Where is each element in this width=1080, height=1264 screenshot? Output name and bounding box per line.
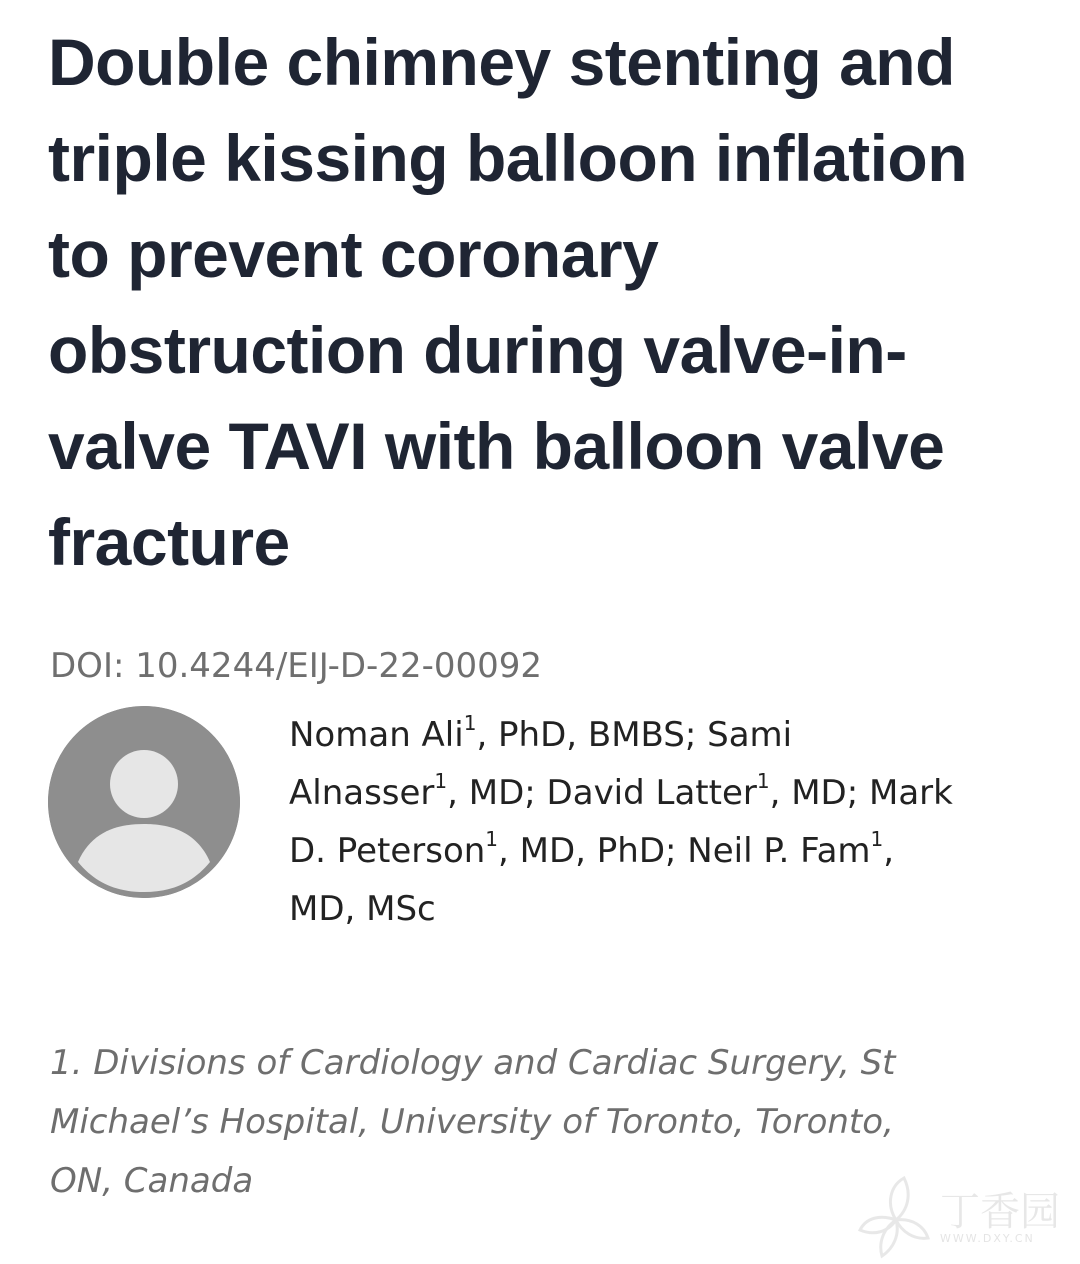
author-text: , PhD, BMBS; Sami xyxy=(476,715,793,755)
title-line: Double chimney stenting and xyxy=(48,25,955,99)
affiliation-marker: 1 xyxy=(434,768,448,793)
article-title xyxy=(48,14,1048,590)
title-line: to prevent coronary xyxy=(48,217,659,291)
author-line xyxy=(289,764,1049,822)
affiliation-line: ON, Canada xyxy=(50,1161,254,1201)
author-text: Alnasser xyxy=(289,773,435,813)
title-line: valve TAVI with balloon valve xyxy=(48,409,945,483)
flower-logo-icon xyxy=(856,1170,936,1260)
watermark-url: WWW.DXY.CN xyxy=(940,1232,1035,1245)
affiliation-line: Michael’s Hospital, University of Toronto, Toronto, xyxy=(50,1102,894,1142)
author-line xyxy=(289,880,1049,938)
author-text: , MD, PhD; Neil P. Fam xyxy=(498,831,871,871)
doi-link[interactable]: DOI: 10.4244/EIJ-D-22-00092 xyxy=(50,646,543,686)
author-text: , MD; David Latter xyxy=(447,773,757,813)
affiliation-marker: 1 xyxy=(756,768,770,793)
author-avatar xyxy=(48,706,240,898)
author-text: , MD; Mark xyxy=(769,773,953,813)
author-line xyxy=(289,706,1049,764)
affiliation-line: 1. Divisions of Cardiology and Cardiac Surgery, St xyxy=(50,1043,896,1083)
title-line: obstruction during valve-in- xyxy=(48,313,907,387)
person-placeholder-icon xyxy=(48,706,240,898)
affiliation-marker: 1 xyxy=(485,826,499,851)
dxy-watermark xyxy=(856,1170,1066,1260)
affiliation-marker: 1 xyxy=(463,710,477,735)
author-text: Noman Ali xyxy=(289,715,464,755)
author-text: D. Peterson xyxy=(289,831,486,871)
author-line xyxy=(289,822,1049,880)
watermark-name: 丁香园 xyxy=(940,1189,1060,1235)
title-line: fracture xyxy=(48,505,290,579)
author-list xyxy=(289,706,1049,938)
affiliation-marker: 1 xyxy=(870,826,884,851)
title-line: triple kissing balloon inflation xyxy=(48,121,968,195)
author-text: , xyxy=(883,831,895,871)
author-text: MD, MSc xyxy=(289,889,436,929)
